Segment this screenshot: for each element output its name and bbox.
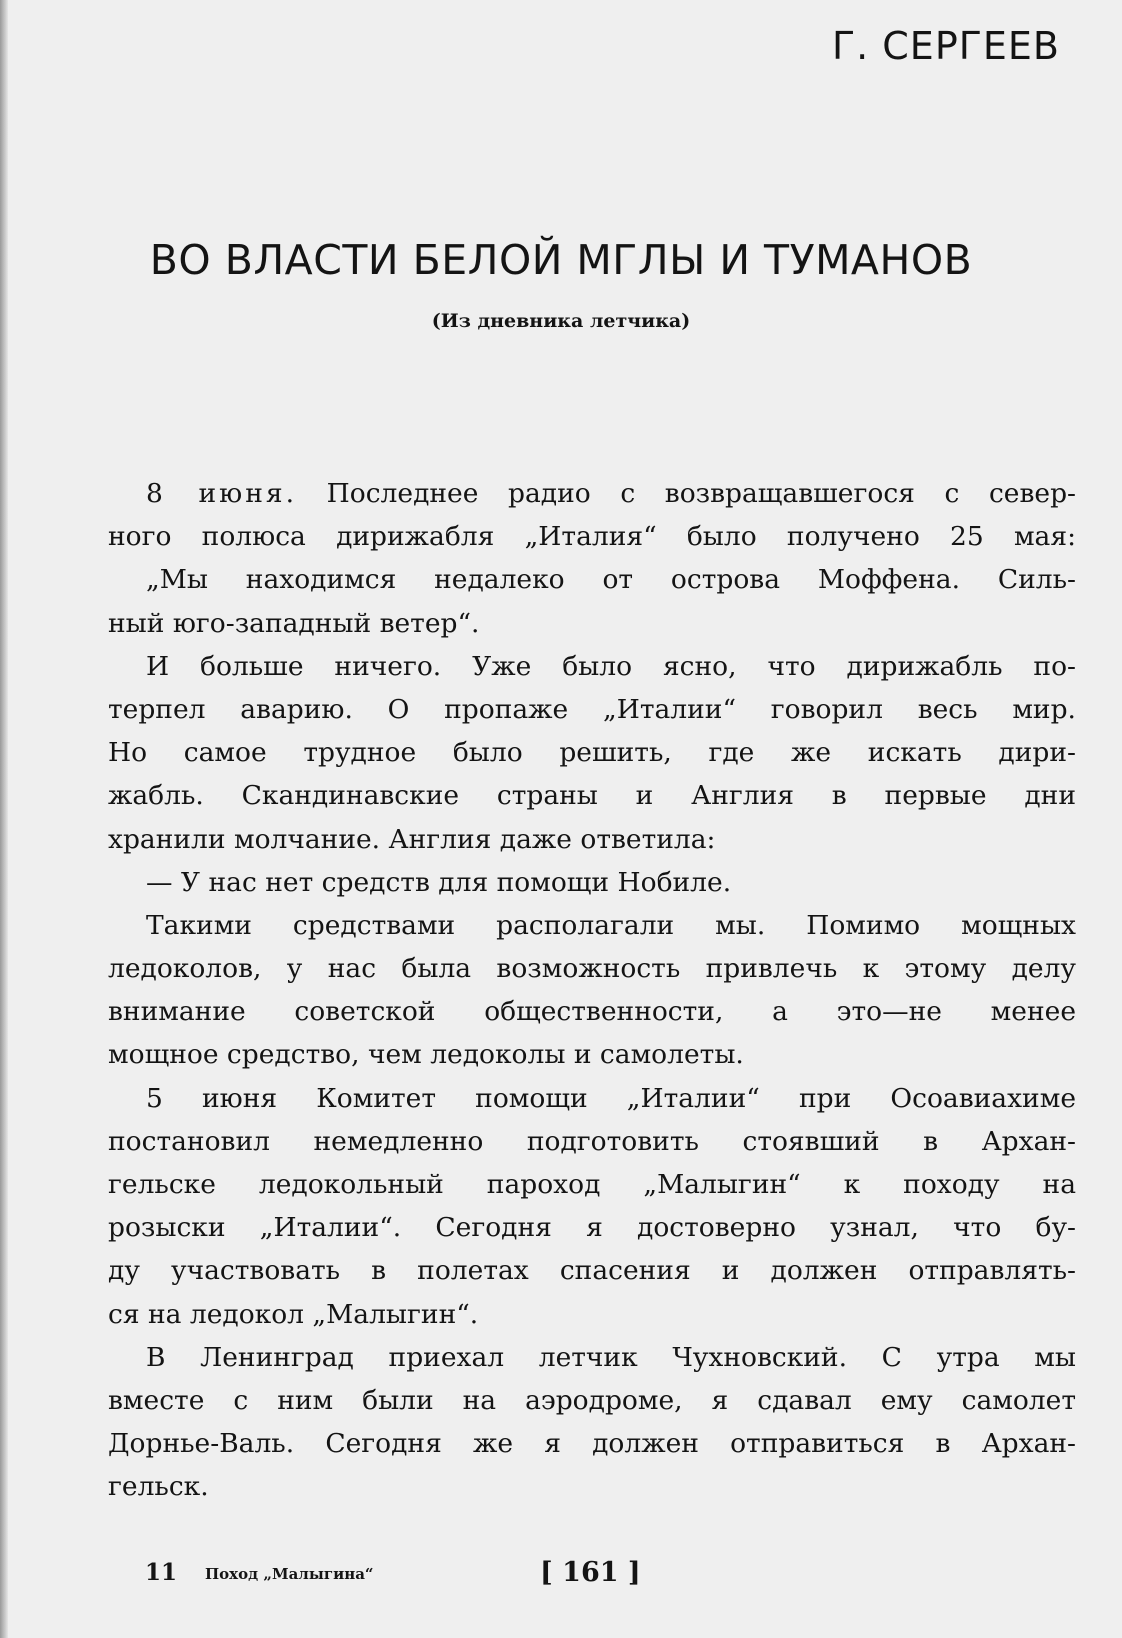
text-line: внимание советской общественности, а это—не менее xyxy=(108,996,1076,1028)
signature-number: 11 xyxy=(145,1559,178,1586)
date-label: 8 июня. xyxy=(146,478,298,509)
text-line: гельске ледокольный пароход „Малыгин“ к походу на xyxy=(108,1169,1076,1200)
text-line: В Ленинград приехал летчик Чухновский. С утра мы xyxy=(146,1341,1076,1373)
text-line: жабль. Скандинавские страны и Англия в первые дни xyxy=(108,780,1076,812)
text-line: 5 июня Комитет помощи „Италии“ при Осоавиахиме xyxy=(146,1082,1076,1114)
text-line: постановил немедленно подготовить стоявший в Архан- xyxy=(108,1125,1076,1157)
article-title: ВО ВЛАСТИ БЕЛОЙ МГЛЫ И ТУМАНОВ xyxy=(149,236,973,284)
text-line: Но самое трудное было решить, где же искать дири- xyxy=(108,737,1076,769)
line-text: Последнее радио с возвращавшегося с север- xyxy=(326,478,1076,509)
signature-title: Поход „Малыгина“ xyxy=(205,1565,374,1583)
text-line: ного полюса дирижабля „Италия“ было получено 25 мая: xyxy=(108,521,1076,553)
article-subtitle: (Из дневника летчика) xyxy=(431,310,691,332)
text-line: „Мы находимся недалеко от острова Моффена. Силь- xyxy=(146,564,1076,596)
text-line: Такими средствами располагали мы. Помимо мощных xyxy=(146,909,1076,941)
text-line: ся на ледокол „Малыгин“. xyxy=(108,1298,479,1330)
text-line: гельск. xyxy=(108,1471,209,1503)
text-line: вместе с ним были на аэродроме, я сдавал ему самолет xyxy=(108,1384,1076,1416)
text-line xyxy=(108,472,1076,515)
text-line: ный юго-западный ветер“. xyxy=(108,607,480,639)
page-footer xyxy=(145,1555,1045,1595)
text-line: — У нас нет средств для помощи Нобиле. xyxy=(146,866,732,898)
text-line: розыски „Италии“. Сегодня я достоверно узнал, что бу- xyxy=(108,1212,1076,1244)
article-body xyxy=(108,472,1076,1509)
text-line: ду участвовать в полетах спасения и должен отправлять- xyxy=(108,1255,1076,1287)
page-number: [ 161 ] xyxy=(540,1557,641,1588)
text-line: мощное средство, чем ледоколы и самолеты. xyxy=(108,1039,744,1071)
author-name: Г. СЕРГЕЕВ xyxy=(831,24,1060,68)
text-line: Дорнье-Валь. Сегодня же я должен отправиться в Архан- xyxy=(108,1428,1076,1460)
text-line: И больше ничего. Уже было ясно, что дирижабль по- xyxy=(146,650,1076,682)
text-line: терпел аварию. О пропаже „Италии“ говорил весь мир. xyxy=(108,693,1076,725)
text-line: хранили молчание. Англия даже ответила: xyxy=(108,823,716,855)
text-line: ледоколов, у нас была возможность привлечь к этому делу xyxy=(108,953,1076,985)
